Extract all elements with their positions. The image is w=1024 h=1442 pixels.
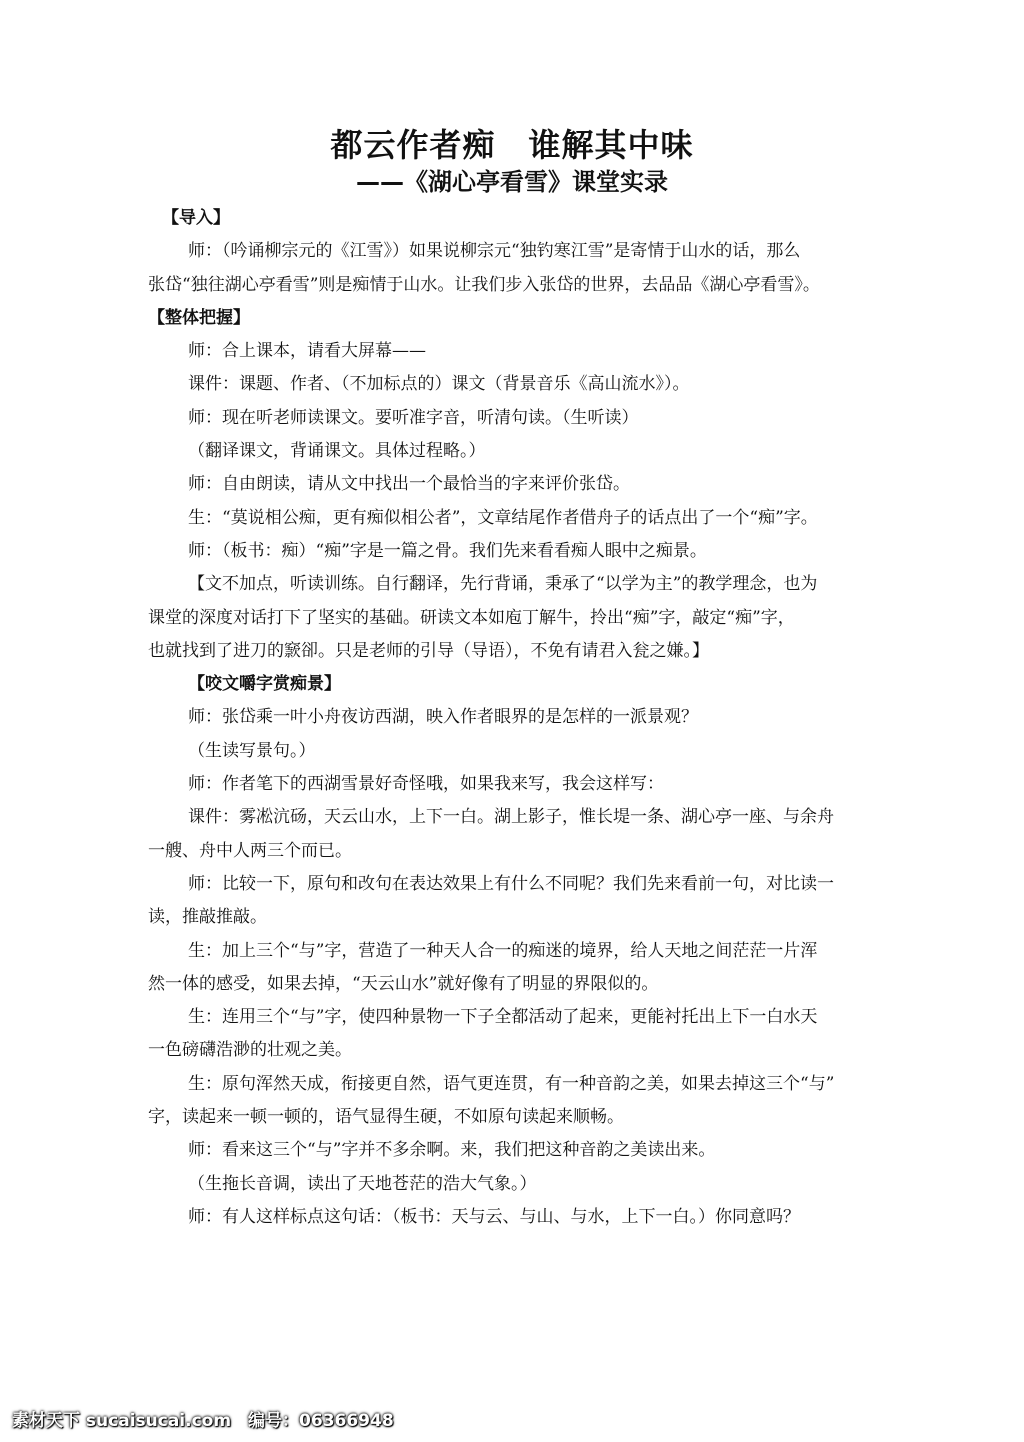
paragraph-line: 师：比较一下，原句和改句在表达效果上有什么不同呢？我们先来看前一句，对比读一: [188, 873, 834, 894]
paragraph-line: 课件：雾凇沆砀，天云山水，上下一白。湖上影子，惟长堤一条、湖心亭一座、与余舟: [188, 807, 834, 828]
paragraph-line: 生：连用三个“与”字，使四种景物一下子全都活动了起来，更能衬托出上下一白水天: [188, 1007, 818, 1028]
paragraph-line: 师：合上课本，请看大屏幕——: [188, 341, 426, 362]
paragraph-line: 生：加上三个“与”字，营造了一种天人合一的痴迷的境界，给人天地之间茫茫一片浑: [188, 940, 818, 961]
paragraph-line: 师：张岱乘一叶小舟夜访西湖，映入作者眼界的是怎样的一派景观？: [188, 707, 698, 728]
watermark-text: 素材天下 sucaisucai.com 编号：06366948: [12, 1411, 394, 1431]
paragraph-line: 读，推敲推敲。: [148, 907, 267, 928]
paragraph-line: 生：原句浑然天成，衔接更自然，语气更连贯，有一种音韵之美，如果去掉这三个“与”: [188, 1073, 835, 1094]
paragraph-line: 张岱“独往湖心亭看雪”则是痴情于山水。让我们步入张岱的世界，去品品《湖心亭看雪》。: [148, 274, 820, 295]
paragraph-line: 师：作者笔下的西湖雪景好奇怪哦，如果我来写，我会这样写：: [188, 774, 664, 795]
commentary-line: 【文不加点，听读训练。自行翻译，先行背诵，秉承了“以学为主”的教学理念，也为: [188, 574, 818, 595]
paragraph-line: （翻译课文，背诵课文。具体过程略。）: [188, 441, 486, 462]
document-subtitle: ——《湖心亭看雪》课堂实录: [356, 168, 668, 196]
document-title: 都云作者痴 谁解其中味: [330, 126, 694, 164]
paragraph-line: 一艘、舟中人两三个而已。: [148, 840, 352, 861]
paragraph-line: 师：看来这三个“与”字并不多余啊。来，我们把这种音韵之美读出来。: [188, 1140, 716, 1161]
section-heading: 【整体把握】: [148, 307, 250, 328]
paragraph-line: 师：现在听老师读课文。要听准字音，听清句读。（生听读）: [188, 407, 639, 428]
paragraph-line: 师：有人这样标点这句话：（板书：天与云、与山、与水，上下一白。）你同意吗？: [188, 1206, 800, 1227]
paragraph-line: 师：（吟诵柳宗元的《江雪》）如果说柳宗元“独钓寒江雪”是寄情于山水的话，那么: [188, 241, 801, 262]
section-heading: 【导入】: [162, 208, 230, 228]
paragraph-line: 课件：课题、作者、（不加标点的）课文（背景音乐《高山流水》）。: [188, 374, 690, 395]
paragraph-line: 师：自由朗读，请从文中找出一个最恰当的字来评价张岱。: [188, 474, 630, 495]
paragraph-line: 师：（板书：痴）“痴”字是一篇之骨。我们先来看看痴人眼中之痴景。: [188, 540, 707, 561]
commentary-line: 也就找到了进刀的窾卻。只是老师的引导（导语），不免有请君入瓮之嫌。】: [148, 640, 709, 661]
paragraph-line: 一色磅礴浩渺的壮观之美。: [148, 1040, 352, 1061]
paragraph-line: 生：“莫说相公痴，更有痴似相公者”，文章结尾作者借舟子的话点出了一个“痴”字。: [188, 507, 818, 528]
commentary-line: 课堂的深度对话打下了坚实的基础。研读文本如庖丁解牛，拎出“痴”字，敲定“痴”字，: [148, 607, 795, 628]
document-body: [148, 202, 888, 1234]
paragraph-line: （生读写景句。）: [188, 740, 316, 761]
section-heading: 【咬文嚼字赏痴景】: [188, 674, 341, 695]
paragraph-line: 然一体的感受，如果去掉，“天云山水”就好像有了明显的界限似的。: [148, 973, 659, 994]
paragraph-line: 字，读起来一顿一顿的，语气显得生硬，不如原句读起来顺畅。: [148, 1107, 624, 1128]
paragraph-line: （生拖长音调，读出了天地苍茫的浩大气象。）: [188, 1173, 537, 1194]
